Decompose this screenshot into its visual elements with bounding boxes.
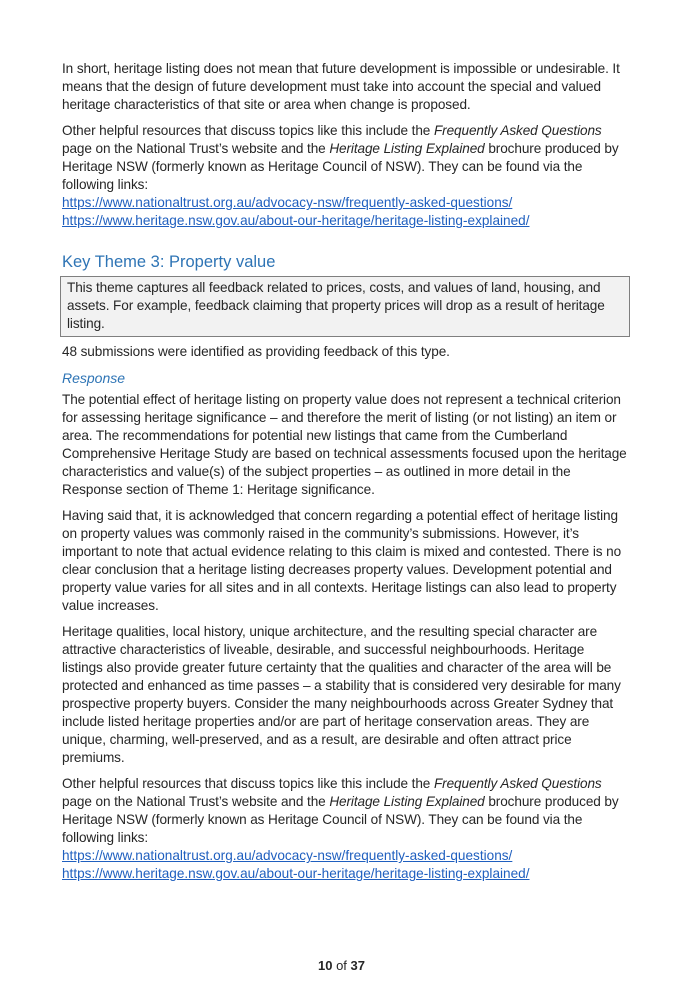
total-page-count: 37 xyxy=(350,958,366,973)
heritage-listing-explained-link[interactable]: https://www.heritage.nsw.gov.au/about-our-heritage/heritage-listing-explained/ xyxy=(62,213,530,228)
resources-lead-text: Other helpful resources that discuss topics like this include the xyxy=(62,123,434,138)
resources-mid-text: page on the National Trust’s website and the xyxy=(62,141,330,156)
national-trust-faq-link[interactable]: https://www.nationaltrust.org.au/advocacy-nsw/frequently-asked-questions/ xyxy=(62,195,513,210)
heritage-listing-explained-link[interactable]: https://www.heritage.nsw.gov.au/about-our-heritage/heritage-listing-explained/ xyxy=(62,866,530,881)
national-trust-faq-link[interactable]: https://www.nationaltrust.org.au/advocacy-nsw/frequently-asked-questions/ xyxy=(62,848,513,863)
document-page xyxy=(62,60,628,883)
resources-lead-text: Other helpful resources that discuss topics like this include the xyxy=(62,776,434,791)
brochure-title: Heritage Listing Explained xyxy=(329,141,485,156)
theme3-callout-text: This theme captures all feedback related to prices, costs, and values of land, housing, and assets. For example, feedback claiming that property prices will drop as a result of heritage listing. xyxy=(67,280,605,331)
submission-count-text: 48 submissions were identified as providing feedback of this type. xyxy=(62,344,450,359)
theme3-heading: Key Theme 3: Property value xyxy=(62,253,276,271)
page-of-text: of xyxy=(336,958,347,973)
response-paragraph-1: The potential effect of heritage listing on property value does not represent a technical criterion for assessing heritage significance – and therefore the merit of listing (or not listing) an item or area. The recommendations for potential new listings that came from the Cumberland Comprehensive Heritage Study are based on technical assessments focused upon the heritage characteristics and value(s) of the subject properties – as outlined in more detail in the Response section of Theme 1: Heritage significance. xyxy=(62,392,627,497)
faq-title: Frequently Asked Questions xyxy=(433,123,602,138)
response-paragraph-2: Having said that, it is acknowledged that concern regarding a potential effect of heritage listing on property values was commonly raised in the community’s submissions. However, it’s important to note that actual evidence relating to this claim is mixed and contested. There is no clear conclusion that a heritage listing decreases property values. Development potential and property value varies for all sites and in all contexts. Heritage listings can also lead to property value increases. xyxy=(62,508,622,613)
resources-tail-text: brochure produced by Heritage NSW (formerly known as Heritage Council of NSW). They can be found via the following links: xyxy=(62,141,619,192)
intro-paragraph: In short, heritage listing does not mean that future development is impossible or undesirable. It means that the design of future development must take into account the special and valued heritage characteristics of that site or area when change is proposed. xyxy=(62,61,620,112)
theme3-callout-box xyxy=(60,276,630,337)
response-heading: Response xyxy=(62,370,126,386)
response-paragraph-3: Heritage qualities, local history, unique architecture, and the resulting special character are attractive characteristics of liveable, desirable, and successful neighbourhoods. Heritage listings also provide greater future certainty that the qualities and character of the area will be protected and enhanced as time passes – a stability that is considered very desirable for many prospective property buyers. Consider the many neighbourhoods across Greater Sydney that include listed heritage properties and/or are part of heritage conservation areas. They are unique, charming, well-preserved, and as a result, are desirable and often attract price premiums. xyxy=(62,624,621,765)
faq-title: Frequently Asked Questions xyxy=(433,776,602,791)
brochure-title: Heritage Listing Explained xyxy=(329,794,485,809)
intro-resources-paragraph xyxy=(62,122,628,194)
theme3-resources-paragraph xyxy=(62,775,628,847)
resources-mid-text: page on the National Trust’s website and the xyxy=(62,794,330,809)
page-footer xyxy=(0,957,683,975)
resources-tail-text: brochure produced by Heritage NSW (formerly known as Heritage Council of NSW). They can be found via the following links: xyxy=(62,794,619,845)
current-page-number: 10 xyxy=(317,958,333,973)
